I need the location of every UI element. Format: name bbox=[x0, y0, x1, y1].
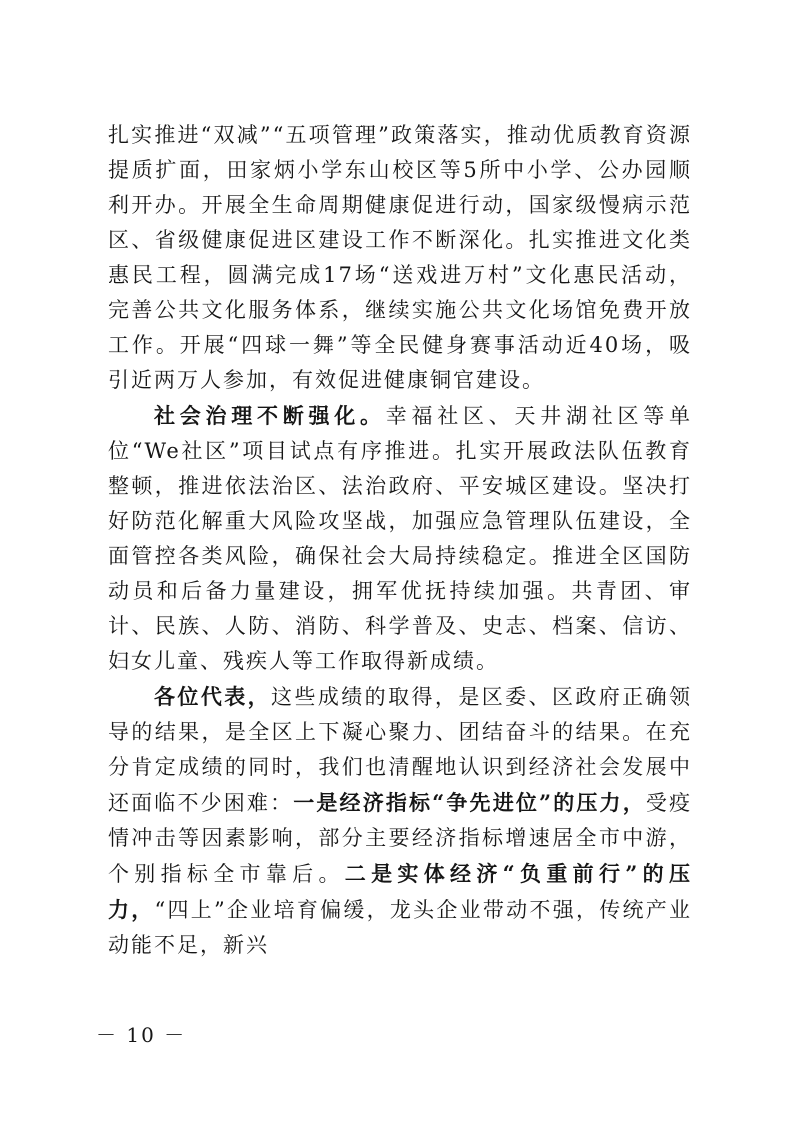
paragraph-social-governance bbox=[108, 398, 692, 679]
paragraph-lead-heading: 各位代表， bbox=[154, 684, 272, 709]
paragraph-education-culture bbox=[108, 118, 692, 398]
paragraph-closing bbox=[108, 679, 692, 963]
paragraph-text: 受疫情冲击等因素影响，部分主要经济指标增速居全市中游，个别指标全市靠后。 bbox=[108, 791, 692, 886]
paragraph-text: “四上”企业培育偏缓，龙头企业带动不强，传统产业动能不足，新兴 bbox=[108, 898, 692, 957]
paragraph-text: 扎实推进“双减”“五项管理”政策落实，推动优质教育资源提质扩面，田家炳小学东山校区等5所中小学、公办园顺利开办。开展全生命周期健康促进行动，国家级慢病示范区、省级健康促进区建设工作不断深化。扎实推进文化类惠民工程，圆满完成17场“送戏进万村”文化惠民活动，完善公共文化服务体系，继续实施公共文化场馆免费开放工作。开展“四球一舞”等全民健身赛事活动近40场，吸引近两万人参加，有效促进健康铜官建设。 bbox=[108, 123, 692, 392]
body-text bbox=[108, 118, 692, 963]
page-number: － 10 － bbox=[96, 1023, 187, 1047]
paragraph-lead-heading: 社会治理不断强化。 bbox=[154, 403, 386, 428]
pressure-point-two: 二是实体经济“负重前行”的压力， bbox=[108, 861, 692, 922]
pressure-point-one: 一是经济指标“争先进位”的压力， bbox=[293, 790, 646, 815]
paragraph-text: 幸福社区、天井湖社区等单位“We社区”项目试点有序推进。扎实开展政法队伍教育整顿，推进依法治区、法治政府、平安城区建设。坚决打好防范化解重大风险攻坚战，加强应急管理队伍建设，全面管控各类风险，确保社会大局持续稳定。推进全区国防动员和后备力量建设，拥军优抚持续加强。共青团、审计、民族、人防、消防、科学普及、史志、档案、信访、妇女儿童、残疾人等工作取得新成绩。 bbox=[108, 404, 692, 673]
paragraph-text: 这些成绩的取得，是区委、区政府正确领导的结果，是全区上下凝心聚力、团结奋斗的结果。在充分肯定成绩的同时，我们也清醒地认识到经济社会发展中还面临不少困难： bbox=[108, 685, 692, 815]
